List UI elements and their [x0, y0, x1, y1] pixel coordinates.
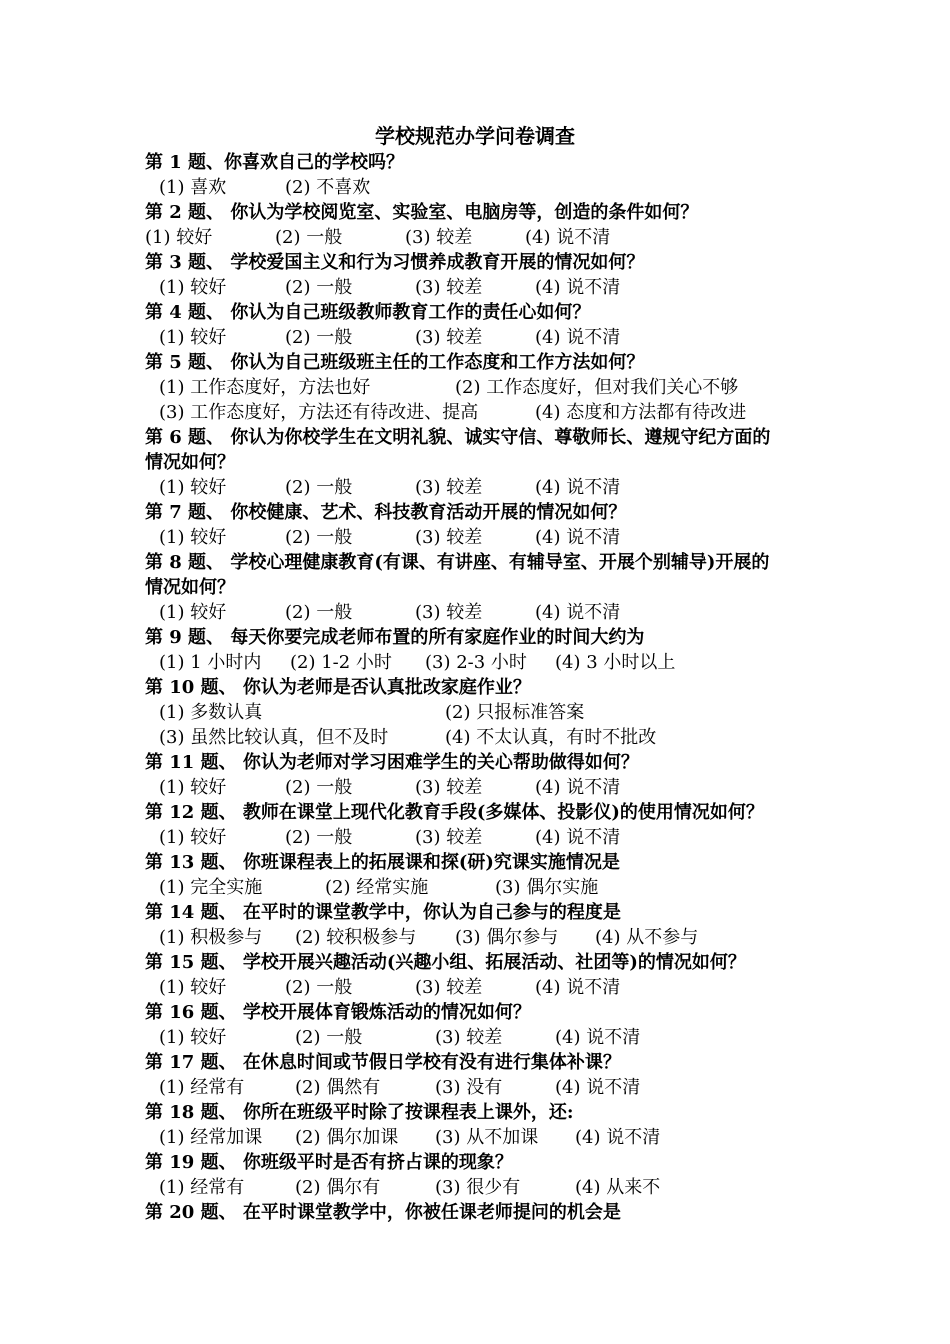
- option-label: (4) 说不清: [535, 602, 621, 623]
- question-12-text: 第 12 题、 教师在课堂上现代化教育手段(多媒体、投影仪)的使用情况如何？: [145, 802, 764, 823]
- option-label: (3) 工作态度好，方法还有待改进、提高: [159, 402, 479, 423]
- option-label: (1) 较好: [159, 827, 227, 848]
- question-18-options-row: [145, 1125, 815, 1150]
- question-5-text: 第 5 题、 你认为自己班级班主任的工作态度和工作方法如何？: [145, 352, 645, 373]
- option-label: (4) 说不清: [525, 227, 611, 248]
- option-label: (1) 较好: [159, 327, 227, 348]
- option-label: (2) 偶尔加课: [295, 1127, 399, 1148]
- question-17-text: 第 17 题、 在休息时间或节假日学校有没有进行集体补课？: [145, 1052, 621, 1073]
- option-label: (3) 较差: [415, 527, 483, 548]
- question-1-options-row: [145, 175, 815, 200]
- question-8-text: 第 8 题、 学校心理健康教育(有课、有讲座、有辅导室、开展个别辅导)开展的: [145, 552, 770, 573]
- option-label: (4) 说不清: [535, 977, 621, 998]
- option-label: (2) 较积极参与: [295, 927, 417, 948]
- questionnaire-body: [145, 150, 815, 1225]
- option-label: (2) 不喜欢: [285, 177, 371, 198]
- question-10-text: 第 10 题、 你认为老师是否认真批改家庭作业？: [145, 677, 531, 698]
- question-6-text: 第 6 题、 你认为你校学生在文明礼貌、诚实守信、尊敬师长、遵规守纪方面的: [145, 427, 771, 448]
- option-label: (3) 较差: [415, 477, 483, 498]
- option-label: (4) 3 小时以上: [555, 652, 676, 673]
- option-label: (3) 没有: [435, 1077, 503, 1098]
- question-8-text-cont: 情况如何？: [145, 577, 235, 598]
- option-label: (4) 说不清: [535, 827, 621, 848]
- option-label: (2) 偶尔有: [295, 1177, 381, 1198]
- question-20-text: 第 20 题、 在平时课堂教学中，你被任课老师提问的机会是: [145, 1202, 621, 1223]
- question-6-text-cont: 情况如何？: [145, 452, 235, 473]
- option-label: (1) 较好: [145, 227, 213, 248]
- question-9-options-row: [145, 650, 815, 675]
- question-7-text: 第 7 题、 你校健康、艺术、科技教育活动开展的情况如何？: [145, 502, 627, 523]
- question-7-options-row: [145, 525, 815, 550]
- option-label: (2) 偶然有: [295, 1077, 381, 1098]
- option-label: (4) 不太认真，有时不批改: [445, 727, 657, 748]
- option-label: (3) 较差: [405, 227, 473, 248]
- option-label: (1) 较好: [159, 277, 227, 298]
- question-4-text: 第 4 题、 你认为自己班级教师教育工作的责任心如何？: [145, 302, 591, 323]
- option-label: (4) 说不清: [575, 1127, 661, 1148]
- option-label: (2) 一般: [285, 327, 353, 348]
- option-label: (4) 说不清: [555, 1027, 641, 1048]
- option-label: (2) 只报标准答案: [445, 702, 585, 723]
- option-label: (1) 较好: [159, 477, 227, 498]
- option-label: (1) 较好: [159, 602, 227, 623]
- page-title: 学校规范办学问卷调查: [375, 124, 575, 148]
- question-14-text: 第 14 题、 在平时的课堂教学中，你认为自己参与的程度是: [145, 902, 621, 923]
- option-label: (3) 较差: [415, 777, 483, 798]
- question-19-options-row: [145, 1175, 815, 1200]
- option-label: (2) 一般: [285, 602, 353, 623]
- option-label: (3) 从不加课: [435, 1127, 539, 1148]
- option-label: (3) 虽然比较认真，但不及时: [159, 727, 389, 748]
- question-10-options-row: [145, 700, 815, 725]
- option-label: (3) 较差: [415, 327, 483, 348]
- option-label: (1) 多数认真: [159, 702, 263, 723]
- question-12-options-row: [145, 825, 815, 850]
- question-13-options-row: [145, 875, 815, 900]
- option-label: (1) 经常加课: [159, 1127, 263, 1148]
- question-16-text: 第 16 题、 学校开展体育锻炼活动的情况如何？: [145, 1002, 531, 1023]
- question-15-text: 第 15 题、 学校开展兴趣活动(兴趣小组、拓展活动、社团等)的情况如何？: [145, 952, 746, 973]
- option-label: (1) 喜欢: [159, 177, 227, 198]
- question-13-text: 第 13 题、 你班课程表上的拓展课和探(研)究课实施情况是: [145, 852, 620, 873]
- option-label: (1) 较好: [159, 1027, 227, 1048]
- question-2-options-row: [145, 225, 815, 250]
- question-11-options-row: [145, 775, 815, 800]
- option-label: (3) 较差: [415, 602, 483, 623]
- question-19-text: 第 19 题、 你班级平时是否有挤占课的现象？: [145, 1152, 513, 1173]
- option-label: (1) 1 小时内: [159, 652, 262, 673]
- question-5-options-row: [145, 400, 815, 425]
- option-label: (4) 说不清: [535, 277, 621, 298]
- option-label: (1) 经常有: [159, 1077, 245, 1098]
- question-10-options-row: [145, 725, 815, 750]
- question-3-options-row: [145, 275, 815, 300]
- option-label: (2) 一般: [285, 527, 353, 548]
- option-label: (3) 较差: [415, 977, 483, 998]
- option-label: (4) 说不清: [535, 527, 621, 548]
- option-label: (2) 一般: [285, 477, 353, 498]
- option-label: (1) 较好: [159, 777, 227, 798]
- question-3-text: 第 3 题、 学校爱国主义和行为习惯养成教育开展的情况如何？: [145, 252, 645, 273]
- option-label: (4) 说不清: [535, 327, 621, 348]
- option-label: (2) 一般: [285, 277, 353, 298]
- question-14-options-row: [145, 925, 815, 950]
- question-6-options-row: [145, 475, 815, 500]
- option-label: (4) 从不参与: [595, 927, 699, 948]
- option-label: (3) 较差: [435, 1027, 503, 1048]
- option-label: (4) 从来不: [575, 1177, 661, 1198]
- option-label: (4) 说不清: [535, 477, 621, 498]
- question-15-options-row: [145, 975, 815, 1000]
- option-label: (2) 经常实施: [325, 877, 429, 898]
- option-label: (3) 较差: [415, 827, 483, 848]
- question-11-text: 第 11 题、 你认为老师对学习困难学生的关心帮助做得如何？: [145, 752, 639, 773]
- option-label: (4) 说不清: [535, 777, 621, 798]
- option-label: (3) 偶尔实施: [495, 877, 599, 898]
- option-label: (1) 较好: [159, 977, 227, 998]
- question-4-options-row: [145, 325, 815, 350]
- question-17-options-row: [145, 1075, 815, 1100]
- question-9-text: 第 9 题、 每天你要完成老师布置的所有家庭作业的时间大约为: [145, 627, 645, 648]
- option-label: (3) 偶尔参与: [455, 927, 559, 948]
- question-2-text: 第 2 题、 你认为学校阅览室、实验室、电脑房等，创造的条件如何？: [145, 202, 699, 223]
- option-label: (4) 态度和方法都有待改进: [535, 402, 747, 423]
- option-label: (1) 较好: [159, 527, 227, 548]
- option-label: (3) 很少有: [435, 1177, 521, 1198]
- option-label: (1) 积极参与: [159, 927, 263, 948]
- option-label: (1) 工作态度好，方法也好: [159, 377, 371, 398]
- question-8-options-row: [145, 600, 815, 625]
- option-label: (2) 一般: [285, 977, 353, 998]
- option-label: (2) 一般: [295, 1027, 363, 1048]
- option-label: (2) 一般: [285, 827, 353, 848]
- question-18-text: 第 18 题、 你所在班级平时除了按课程表上课外，还:: [145, 1102, 574, 1123]
- option-label: (2) 工作态度好，但对我们关心不够: [455, 377, 739, 398]
- option-label: (1) 完全实施: [159, 877, 263, 898]
- question-16-options-row: [145, 1025, 815, 1050]
- option-label: (2) 一般: [285, 777, 353, 798]
- option-label: (3) 2-3 小时: [425, 652, 527, 673]
- question-5-options-row: [145, 375, 815, 400]
- question-1-text: 第 1 题、你喜欢自己的学校吗？: [145, 152, 405, 173]
- option-label: (4) 说不清: [555, 1077, 641, 1098]
- option-label: (1) 经常有: [159, 1177, 245, 1198]
- option-label: (2) 一般: [275, 227, 343, 248]
- option-label: (3) 较差: [415, 277, 483, 298]
- option-label: (2) 1-2 小时: [290, 652, 392, 673]
